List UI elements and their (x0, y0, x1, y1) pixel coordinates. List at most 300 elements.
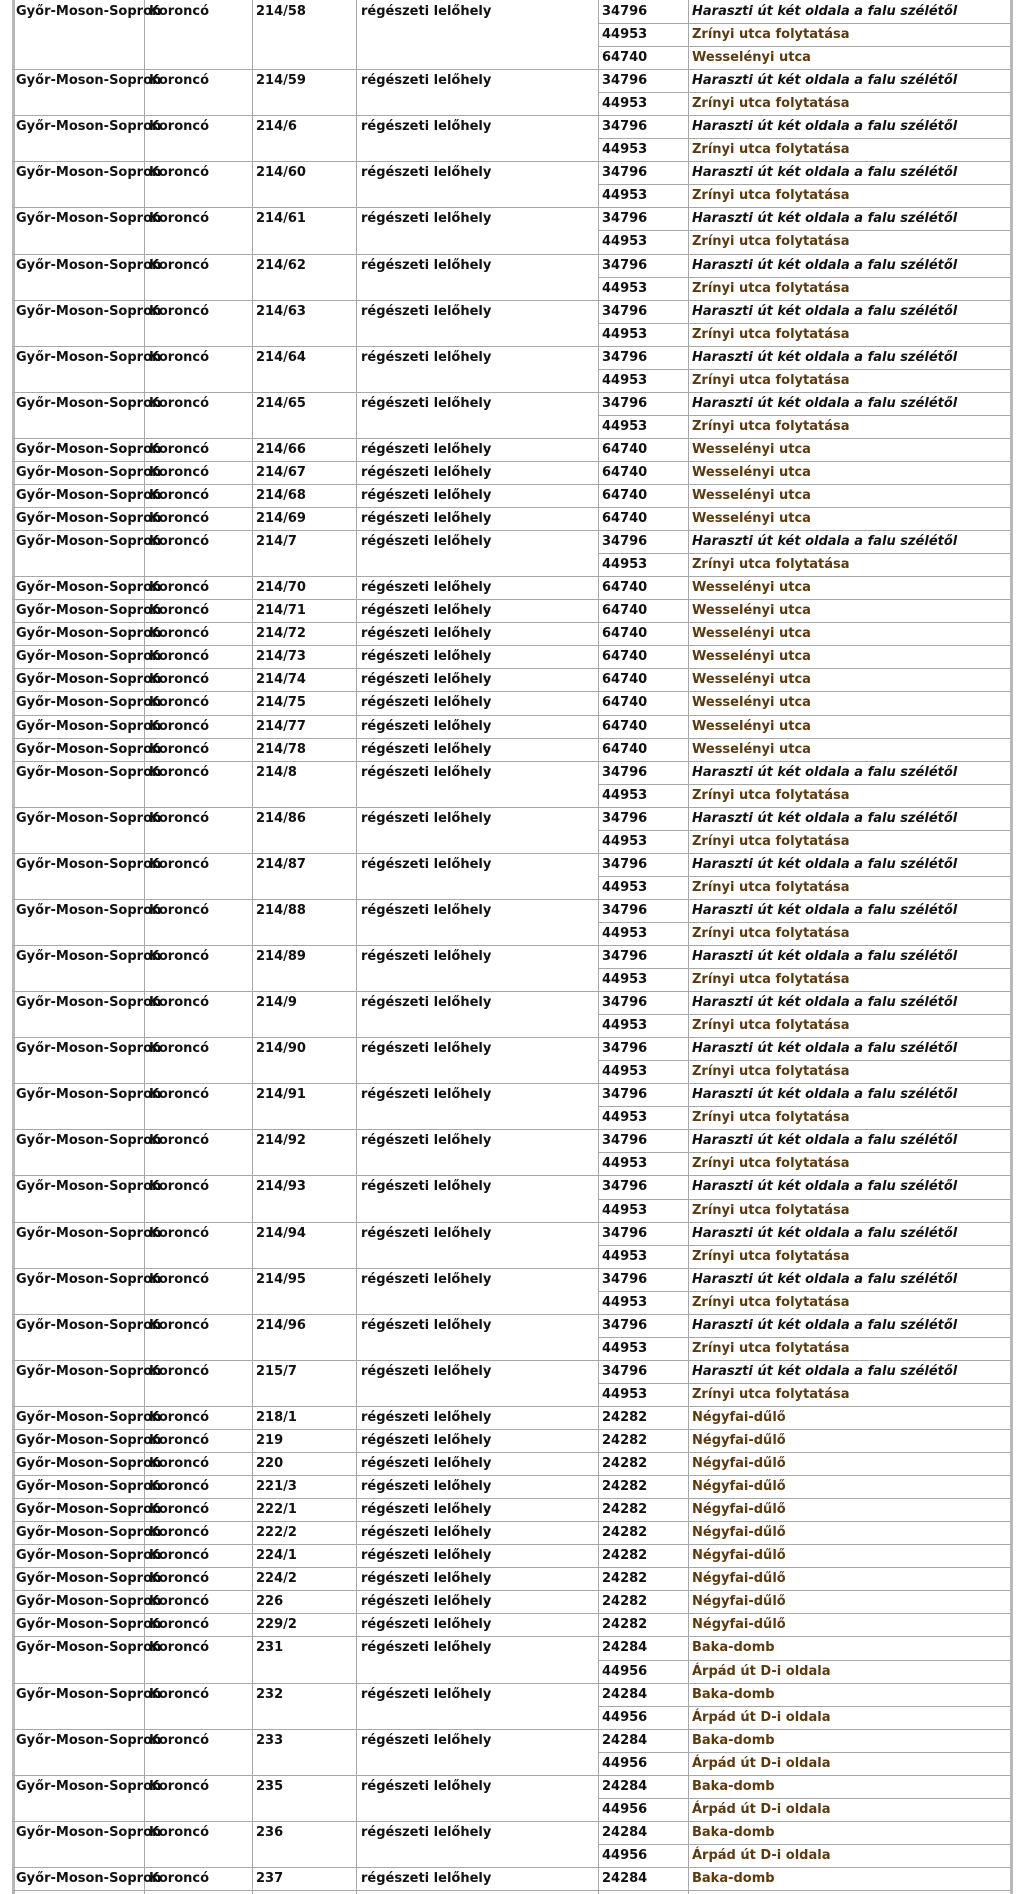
site-name-cell: Zrínyi utca folytatása (692, 234, 850, 250)
site-id-cell: 44953 (602, 326, 648, 342)
site-type-cell: régészeti lelőhely (361, 464, 492, 480)
site-type-cell: régészeti lelőhely (361, 1225, 492, 1241)
site-type-cell: régészeti lelőhely (361, 764, 492, 780)
site-name-cell: Haraszti út két oldala a falu szélétől (692, 949, 958, 964)
site-name-cell: Haraszti út két oldala a falu szélétől (692, 165, 958, 181)
site-type-cell: régészeti lelőhely (361, 211, 492, 227)
site-id-cell: 34796 (602, 303, 648, 319)
site-id-cell: 34796 (602, 4, 648, 19)
site-type-cell: régészeti lelőhely (361, 1525, 492, 1541)
lot-number-cell: 224/1 (256, 1548, 297, 1564)
settlement-cell: Koroncó (149, 603, 210, 619)
county-cell: Győr-Moson-Sopron (16, 165, 162, 181)
site-id-cell: 34796 (602, 257, 648, 273)
lot-number-cell: 214/77 (256, 718, 306, 734)
county-cell: Győr-Moson-Sopron (16, 1870, 162, 1886)
lot-number-cell: 214/7 (256, 534, 297, 550)
settlement-cell: Koroncó (149, 119, 210, 135)
site-type-cell: régészeti lelőhely (361, 626, 492, 642)
county-cell: Győr-Moson-Sopron (16, 718, 162, 734)
site-id-cell: 34796 (602, 534, 648, 550)
county-cell: Győr-Moson-Sopron (16, 695, 162, 711)
site-name-cell: Wesselényi utca (692, 603, 811, 619)
county-cell: Győr-Moson-Sopron (16, 4, 162, 19)
site-id-cell: 24282 (602, 1525, 648, 1541)
county-cell: Győr-Moson-Sopron (16, 902, 162, 918)
site-id-cell: 64740 (602, 603, 648, 619)
table-row (0, 346, 1024, 392)
county-cell: Győr-Moson-Sopron (16, 441, 162, 457)
lot-number-cell: 214/9 (256, 995, 297, 1011)
county-cell: Győr-Moson-Sopron (16, 1456, 162, 1472)
site-name-cell: Haraszti út két oldala a falu szélétől (692, 764, 958, 780)
site-name-cell: Haraszti út két oldala a falu szélétől (692, 119, 958, 135)
site-name-cell: Zrínyi utca folytatása (692, 1202, 850, 1218)
table-row (0, 1544, 1024, 1567)
site-type-cell: régészeti lelőhely (361, 1732, 492, 1748)
site-name-cell: Haraszti út két oldala a falu szélétől (692, 810, 958, 826)
settlement-cell: Koroncó (149, 672, 210, 688)
site-id-cell: 44953 (602, 1156, 648, 1172)
lot-number-cell: 214/89 (256, 949, 306, 964)
settlement-cell: Koroncó (149, 626, 210, 642)
settlement-cell: Koroncó (149, 1409, 210, 1425)
site-id-cell: 34796 (602, 1041, 648, 1057)
lot-number-cell: 214/60 (256, 165, 306, 181)
table-row (0, 1729, 1024, 1775)
site-name-cell: Wesselényi utca (692, 718, 811, 734)
lot-number-cell: 214/58 (256, 4, 306, 19)
site-type-cell: régészeti lelőhely (361, 1479, 492, 1495)
site-name-cell: Négyfai-dűlő (692, 1525, 786, 1541)
settlement-cell: Koroncó (149, 1179, 210, 1195)
site-id-cell: 44956 (602, 1755, 648, 1771)
site-name-cell: Zrínyi utca folytatása (692, 1018, 850, 1034)
site-type-cell: régészeti lelőhely (361, 1433, 492, 1449)
site-type-cell: régészeti lelőhely (361, 303, 492, 319)
table-row (0, 807, 1024, 853)
table-row (0, 1129, 1024, 1175)
site-id-cell: 44953 (602, 1294, 648, 1310)
site-type-cell: régészeti lelőhely (361, 1778, 492, 1794)
site-name-cell: Zrínyi utca folytatása (692, 925, 850, 941)
site-type-cell: régészeti lelőhely (361, 1870, 492, 1886)
site-id-cell: 34796 (602, 764, 648, 780)
site-id-cell: 64740 (602, 441, 648, 457)
site-name-cell: Négyfai-dűlő (692, 1409, 786, 1425)
county-cell: Győr-Moson-Sopron (16, 741, 162, 757)
table-row (0, 1821, 1024, 1867)
county-cell: Győr-Moson-Sopron (16, 856, 162, 872)
lot-number-cell: 224/2 (256, 1571, 297, 1587)
site-type-cell: régészeti lelőhely (361, 1317, 492, 1333)
site-id-cell: 44956 (602, 1709, 648, 1725)
site-name-cell: Haraszti út két oldala a falu szélétől (692, 1271, 958, 1287)
site-type-cell: régészeti lelőhely (361, 1409, 492, 1425)
site-type-cell: régészeti lelőhely (361, 603, 492, 619)
table-row (0, 254, 1024, 300)
table-row (0, 761, 1024, 807)
county-cell: Győr-Moson-Sopron (16, 649, 162, 665)
site-name-cell: Zrínyi utca folytatása (692, 326, 850, 342)
settlement-cell: Koroncó (149, 1594, 210, 1610)
site-type-cell: régészeti lelőhely (361, 856, 492, 872)
settlement-cell: Koroncó (149, 165, 210, 181)
county-cell: Győr-Moson-Sopron (16, 488, 162, 504)
county-cell: Győr-Moson-Sopron (16, 764, 162, 780)
table-row (0, 1268, 1024, 1314)
site-id-cell: 44953 (602, 1202, 648, 1218)
site-id-cell: 34796 (602, 1133, 648, 1149)
lot-number-cell: 214/72 (256, 626, 306, 642)
county-cell: Győr-Moson-Sopron (16, 511, 162, 527)
table-row (0, 1360, 1024, 1406)
site-name-cell: Zrínyi utca folytatása (692, 418, 850, 434)
county-cell: Győr-Moson-Sopron (16, 810, 162, 826)
settlement-cell: Koroncó (149, 1041, 210, 1057)
site-name-cell: Haraszti út két oldala a falu szélétől (692, 4, 958, 19)
county-cell: Győr-Moson-Sopron (16, 1732, 162, 1748)
site-id-cell: 24282 (602, 1479, 648, 1495)
site-name-cell: Wesselényi utca (692, 488, 811, 504)
site-name-cell: Zrínyi utca folytatása (692, 972, 850, 988)
lot-number-cell: 214/78 (256, 741, 306, 757)
lot-number-cell: 219 (256, 1433, 284, 1449)
site-name-cell: Zrínyi utca folytatása (692, 1294, 850, 1310)
site-name-cell: Haraszti út két oldala a falu szélétől (692, 1041, 958, 1057)
lot-number-cell: 215/7 (256, 1363, 297, 1379)
lot-number-cell: 214/73 (256, 649, 306, 665)
lot-number-cell: 214/59 (256, 73, 306, 89)
lot-number-cell: 221/3 (256, 1479, 297, 1495)
lot-number-cell: 214/74 (256, 672, 306, 688)
site-name-cell: Haraszti út két oldala a falu szélétől (692, 534, 958, 550)
site-id-cell: 34796 (602, 856, 648, 872)
site-id-cell: 44953 (602, 27, 648, 43)
site-type-cell: régészeti lelőhely (361, 1271, 492, 1287)
settlement-cell: Koroncó (149, 741, 210, 757)
settlement-cell: Koroncó (149, 1456, 210, 1472)
table-row (0, 438, 1024, 461)
county-cell: Győr-Moson-Sopron (16, 580, 162, 596)
table-row (0, 1222, 1024, 1268)
lot-number-cell: 214/63 (256, 303, 306, 319)
site-id-cell: 24282 (602, 1456, 648, 1472)
table-row (0, 461, 1024, 484)
table-row (0, 1498, 1024, 1521)
site-name-cell: Zrínyi utca folytatása (692, 280, 850, 296)
site-id-cell: 44956 (602, 1663, 648, 1679)
site-id-cell: 64740 (602, 464, 648, 480)
site-id-cell: 24284 (602, 1686, 648, 1702)
county-cell: Győr-Moson-Sopron (16, 73, 162, 89)
site-id-cell: 24282 (602, 1617, 648, 1633)
site-id-cell: 64740 (602, 672, 648, 688)
lot-number-cell: 214/64 (256, 349, 306, 365)
county-cell: Győr-Moson-Sopron (16, 1617, 162, 1633)
lot-number-cell: 214/67 (256, 464, 306, 480)
site-name-cell: Árpád út D-i oldala (692, 1755, 831, 1771)
county-cell: Győr-Moson-Sopron (16, 1824, 162, 1840)
site-name-cell: Négyfai-dűlő (692, 1433, 786, 1449)
settlement-cell: Koroncó (149, 73, 210, 89)
site-name-cell: Zrínyi utca folytatása (692, 96, 850, 112)
site-name-cell: Wesselényi utca (692, 649, 811, 665)
lot-number-cell: 214/62 (256, 257, 306, 273)
site-id-cell: 34796 (602, 949, 648, 964)
lot-number-cell: 218/1 (256, 1409, 297, 1425)
table-row (0, 1452, 1024, 1475)
settlement-cell: Koroncó (149, 1686, 210, 1702)
lot-number-cell: 214/69 (256, 511, 306, 527)
site-id-cell: 24282 (602, 1594, 648, 1610)
site-type-cell: régészeti lelőhely (361, 695, 492, 711)
site-id-cell: 34796 (602, 211, 648, 227)
site-name-cell: Baka-domb (692, 1732, 775, 1748)
site-id-cell: 44953 (602, 1340, 648, 1356)
site-id-cell: 44953 (602, 418, 648, 434)
settlement-cell: Koroncó (149, 1433, 210, 1449)
site-type-cell: régészeti lelőhely (361, 1548, 492, 1564)
county-cell: Győr-Moson-Sopron (16, 1433, 162, 1449)
site-name-cell: Wesselényi utca (692, 464, 811, 480)
site-type-cell: régészeti lelőhely (361, 1363, 492, 1379)
site-name-cell: Baka-domb (692, 1778, 775, 1794)
settlement-cell: Koroncó (149, 464, 210, 480)
site-id-cell: 64740 (602, 718, 648, 734)
site-type-cell: régészeti lelőhely (361, 1041, 492, 1057)
site-id-cell: 44953 (602, 925, 648, 941)
county-cell: Győr-Moson-Sopron (16, 603, 162, 619)
site-name-cell: Wesselényi utca (692, 50, 811, 66)
lot-number-cell: 229/2 (256, 1617, 297, 1633)
table-row (0, 1475, 1024, 1498)
settlement-cell: Koroncó (149, 1525, 210, 1541)
site-name-cell: Négyfai-dűlő (692, 1502, 786, 1518)
settlement-cell: Koroncó (149, 695, 210, 711)
site-id-cell: 64740 (602, 626, 648, 642)
county-cell: Győr-Moson-Sopron (16, 1409, 162, 1425)
site-id-cell: 44953 (602, 1110, 648, 1126)
county-cell: Győr-Moson-Sopron (16, 119, 162, 135)
lot-number-cell: 236 (256, 1824, 284, 1840)
settlement-cell: Koroncó (149, 764, 210, 780)
site-id-cell: 64740 (602, 741, 648, 757)
county-cell: Győr-Moson-Sopron (16, 1686, 162, 1702)
site-name-cell: Zrínyi utca folytatása (692, 1340, 850, 1356)
table-row (0, 715, 1024, 738)
site-type-cell: régészeti lelőhely (361, 73, 492, 89)
site-type-cell: régészeti lelőhely (361, 257, 492, 273)
table-row (0, 392, 1024, 438)
table-row (0, 1083, 1024, 1129)
table-row (0, 1521, 1024, 1544)
lot-number-cell: 214/92 (256, 1133, 306, 1149)
county-cell: Győr-Moson-Sopron (16, 995, 162, 1011)
site-name-cell: Árpád út D-i oldala (692, 1801, 831, 1817)
site-id-cell: 34796 (602, 902, 648, 918)
lot-number-cell: 235 (256, 1778, 284, 1794)
settlement-cell: Koroncó (149, 4, 210, 19)
site-type-cell: régészeti lelőhely (361, 902, 492, 918)
county-cell: Győr-Moson-Sopron (16, 1571, 162, 1587)
settlement-cell: Koroncó (149, 1502, 210, 1518)
site-name-cell: Haraszti út két oldala a falu szélétől (692, 1317, 958, 1333)
site-type-cell: régészeti lelőhely (361, 1640, 492, 1656)
table-row (0, 1175, 1024, 1221)
settlement-cell: Koroncó (149, 488, 210, 504)
county-cell: Győr-Moson-Sopron (16, 349, 162, 365)
county-cell: Győr-Moson-Sopron (16, 1317, 162, 1333)
county-cell: Győr-Moson-Sopron (16, 395, 162, 411)
site-name-cell: Wesselényi utca (692, 580, 811, 596)
settlement-cell: Koroncó (149, 211, 210, 227)
table-row (0, 599, 1024, 622)
lot-number-cell: 214/94 (256, 1225, 306, 1241)
table-row (0, 576, 1024, 599)
site-name-cell: Zrínyi utca folytatása (692, 1248, 850, 1264)
site-type-cell: régészeti lelőhely (361, 718, 492, 734)
table-row (0, 530, 1024, 576)
settlement-cell: Koroncó (149, 1617, 210, 1633)
county-cell: Győr-Moson-Sopron (16, 1479, 162, 1495)
site-id-cell: 44953 (602, 1386, 648, 1402)
table-row (0, 69, 1024, 115)
lot-number-cell: 214/96 (256, 1317, 306, 1333)
settlement-cell: Koroncó (149, 580, 210, 596)
settlement-cell: Koroncó (149, 303, 210, 319)
site-name-cell: Baka-domb (692, 1686, 775, 1702)
county-cell: Győr-Moson-Sopron (16, 1041, 162, 1057)
site-id-cell: 34796 (602, 1363, 648, 1379)
site-name-cell: Árpád út D-i oldala (692, 1709, 831, 1725)
site-name-cell: Haraszti út két oldala a falu szélétől (692, 1087, 958, 1103)
site-name-cell: Haraszti út két oldala a falu szélétől (692, 349, 958, 365)
site-id-cell: 44953 (602, 879, 648, 895)
site-id-cell: 34796 (602, 1179, 648, 1195)
lot-number-cell: 214/61 (256, 211, 306, 227)
site-type-cell: régészeti lelőhely (361, 580, 492, 596)
site-type-cell: régészeti lelőhely (361, 165, 492, 181)
table-row (0, 1314, 1024, 1360)
county-cell: Győr-Moson-Sopron (16, 303, 162, 319)
site-id-cell: 34796 (602, 995, 648, 1011)
settlement-cell: Koroncó (149, 1824, 210, 1840)
settlement-cell: Koroncó (149, 1548, 210, 1564)
site-id-cell: 24284 (602, 1870, 648, 1886)
site-type-cell: régészeti lelőhely (361, 349, 492, 365)
settlement-cell: Koroncó (149, 1732, 210, 1748)
table-row (0, 945, 1024, 991)
site-id-cell: 34796 (602, 1087, 648, 1103)
site-id-cell: 44953 (602, 234, 648, 250)
site-name-cell: Haraszti út két oldala a falu szélétől (692, 856, 958, 872)
site-name-cell: Zrínyi utca folytatása (692, 787, 850, 803)
table-row (0, 0, 1024, 69)
county-cell: Győr-Moson-Sopron (16, 626, 162, 642)
site-name-cell: Négyfai-dűlő (692, 1548, 786, 1564)
county-cell: Győr-Moson-Sopron (16, 1594, 162, 1610)
settlement-cell: Koroncó (149, 1479, 210, 1495)
settlement-cell: Koroncó (149, 810, 210, 826)
site-name-cell: Zrínyi utca folytatása (692, 833, 850, 849)
county-cell: Győr-Moson-Sopron (16, 949, 162, 964)
county-cell: Győr-Moson-Sopron (16, 534, 162, 550)
table-row (0, 1406, 1024, 1429)
site-name-cell: Haraszti út két oldala a falu szélétől (692, 303, 958, 319)
lot-number-cell: 214/86 (256, 810, 306, 826)
lot-number-cell: 214/88 (256, 902, 306, 918)
site-id-cell: 24284 (602, 1732, 648, 1748)
site-name-cell: Wesselényi utca (692, 441, 811, 457)
county-cell: Győr-Moson-Sopron (16, 1502, 162, 1518)
settlement-cell: Koroncó (149, 257, 210, 273)
settlement-cell: Koroncó (149, 1225, 210, 1241)
site-type-cell: régészeti lelőhely (361, 1133, 492, 1149)
site-id-cell: 34796 (602, 1317, 648, 1333)
site-name-cell: Zrínyi utca folytatása (692, 372, 850, 388)
county-cell: Győr-Moson-Sopron (16, 1087, 162, 1103)
county-cell: Győr-Moson-Sopron (16, 257, 162, 273)
table-row (0, 507, 1024, 530)
county-cell: Győr-Moson-Sopron (16, 1363, 162, 1379)
lot-number-cell: 214/8 (256, 764, 297, 780)
settlement-cell: Koroncó (149, 1087, 210, 1103)
lot-number-cell: 220 (256, 1456, 284, 1472)
settlement-cell: Koroncó (149, 1778, 210, 1794)
table-row (0, 668, 1024, 691)
site-name-cell: Árpád út D-i oldala (692, 1847, 831, 1863)
site-type-cell: régészeti lelőhely (361, 441, 492, 457)
county-cell: Győr-Moson-Sopron (16, 1225, 162, 1241)
county-cell: Győr-Moson-Sopron (16, 1133, 162, 1149)
settlement-cell: Koroncó (149, 949, 210, 964)
site-type-cell: régészeti lelőhely (361, 1179, 492, 1195)
site-name-cell: Zrínyi utca folytatása (692, 879, 850, 895)
site-name-cell: Zrínyi utca folytatása (692, 142, 850, 158)
site-type-cell: régészeti lelőhely (361, 672, 492, 688)
table-row (0, 1775, 1024, 1821)
lot-number-cell: 214/70 (256, 580, 306, 596)
settlement-cell: Koroncó (149, 649, 210, 665)
site-type-cell: régészeti lelőhely (361, 119, 492, 135)
site-name-cell: Baka-domb (692, 1870, 775, 1886)
settlement-cell: Koroncó (149, 511, 210, 527)
settlement-cell: Koroncó (149, 718, 210, 734)
county-cell: Győr-Moson-Sopron (16, 1548, 162, 1564)
site-id-cell: 44956 (602, 1847, 648, 1863)
site-type-cell: régészeti lelőhely (361, 1686, 492, 1702)
site-id-cell: 44953 (602, 372, 648, 388)
table-row (0, 484, 1024, 507)
site-id-cell: 64740 (602, 50, 648, 66)
site-id-cell: 24284 (602, 1640, 648, 1656)
county-cell: Győr-Moson-Sopron (16, 1271, 162, 1287)
site-id-cell: 64740 (602, 511, 648, 527)
table-row (0, 991, 1024, 1037)
site-name-cell: Haraszti út két oldala a falu szélétől (692, 902, 958, 918)
table-row (0, 645, 1024, 668)
county-cell: Győr-Moson-Sopron (16, 1525, 162, 1541)
table-row (0, 1683, 1024, 1729)
table-row (0, 1613, 1024, 1636)
site-id-cell: 44956 (602, 1801, 648, 1817)
site-id-cell: 34796 (602, 73, 648, 89)
site-id-cell: 44953 (602, 1248, 648, 1264)
site-type-cell: régészeti lelőhely (361, 1824, 492, 1840)
site-name-cell: Zrínyi utca folytatása (692, 1064, 850, 1080)
settlement-cell: Koroncó (149, 1571, 210, 1587)
